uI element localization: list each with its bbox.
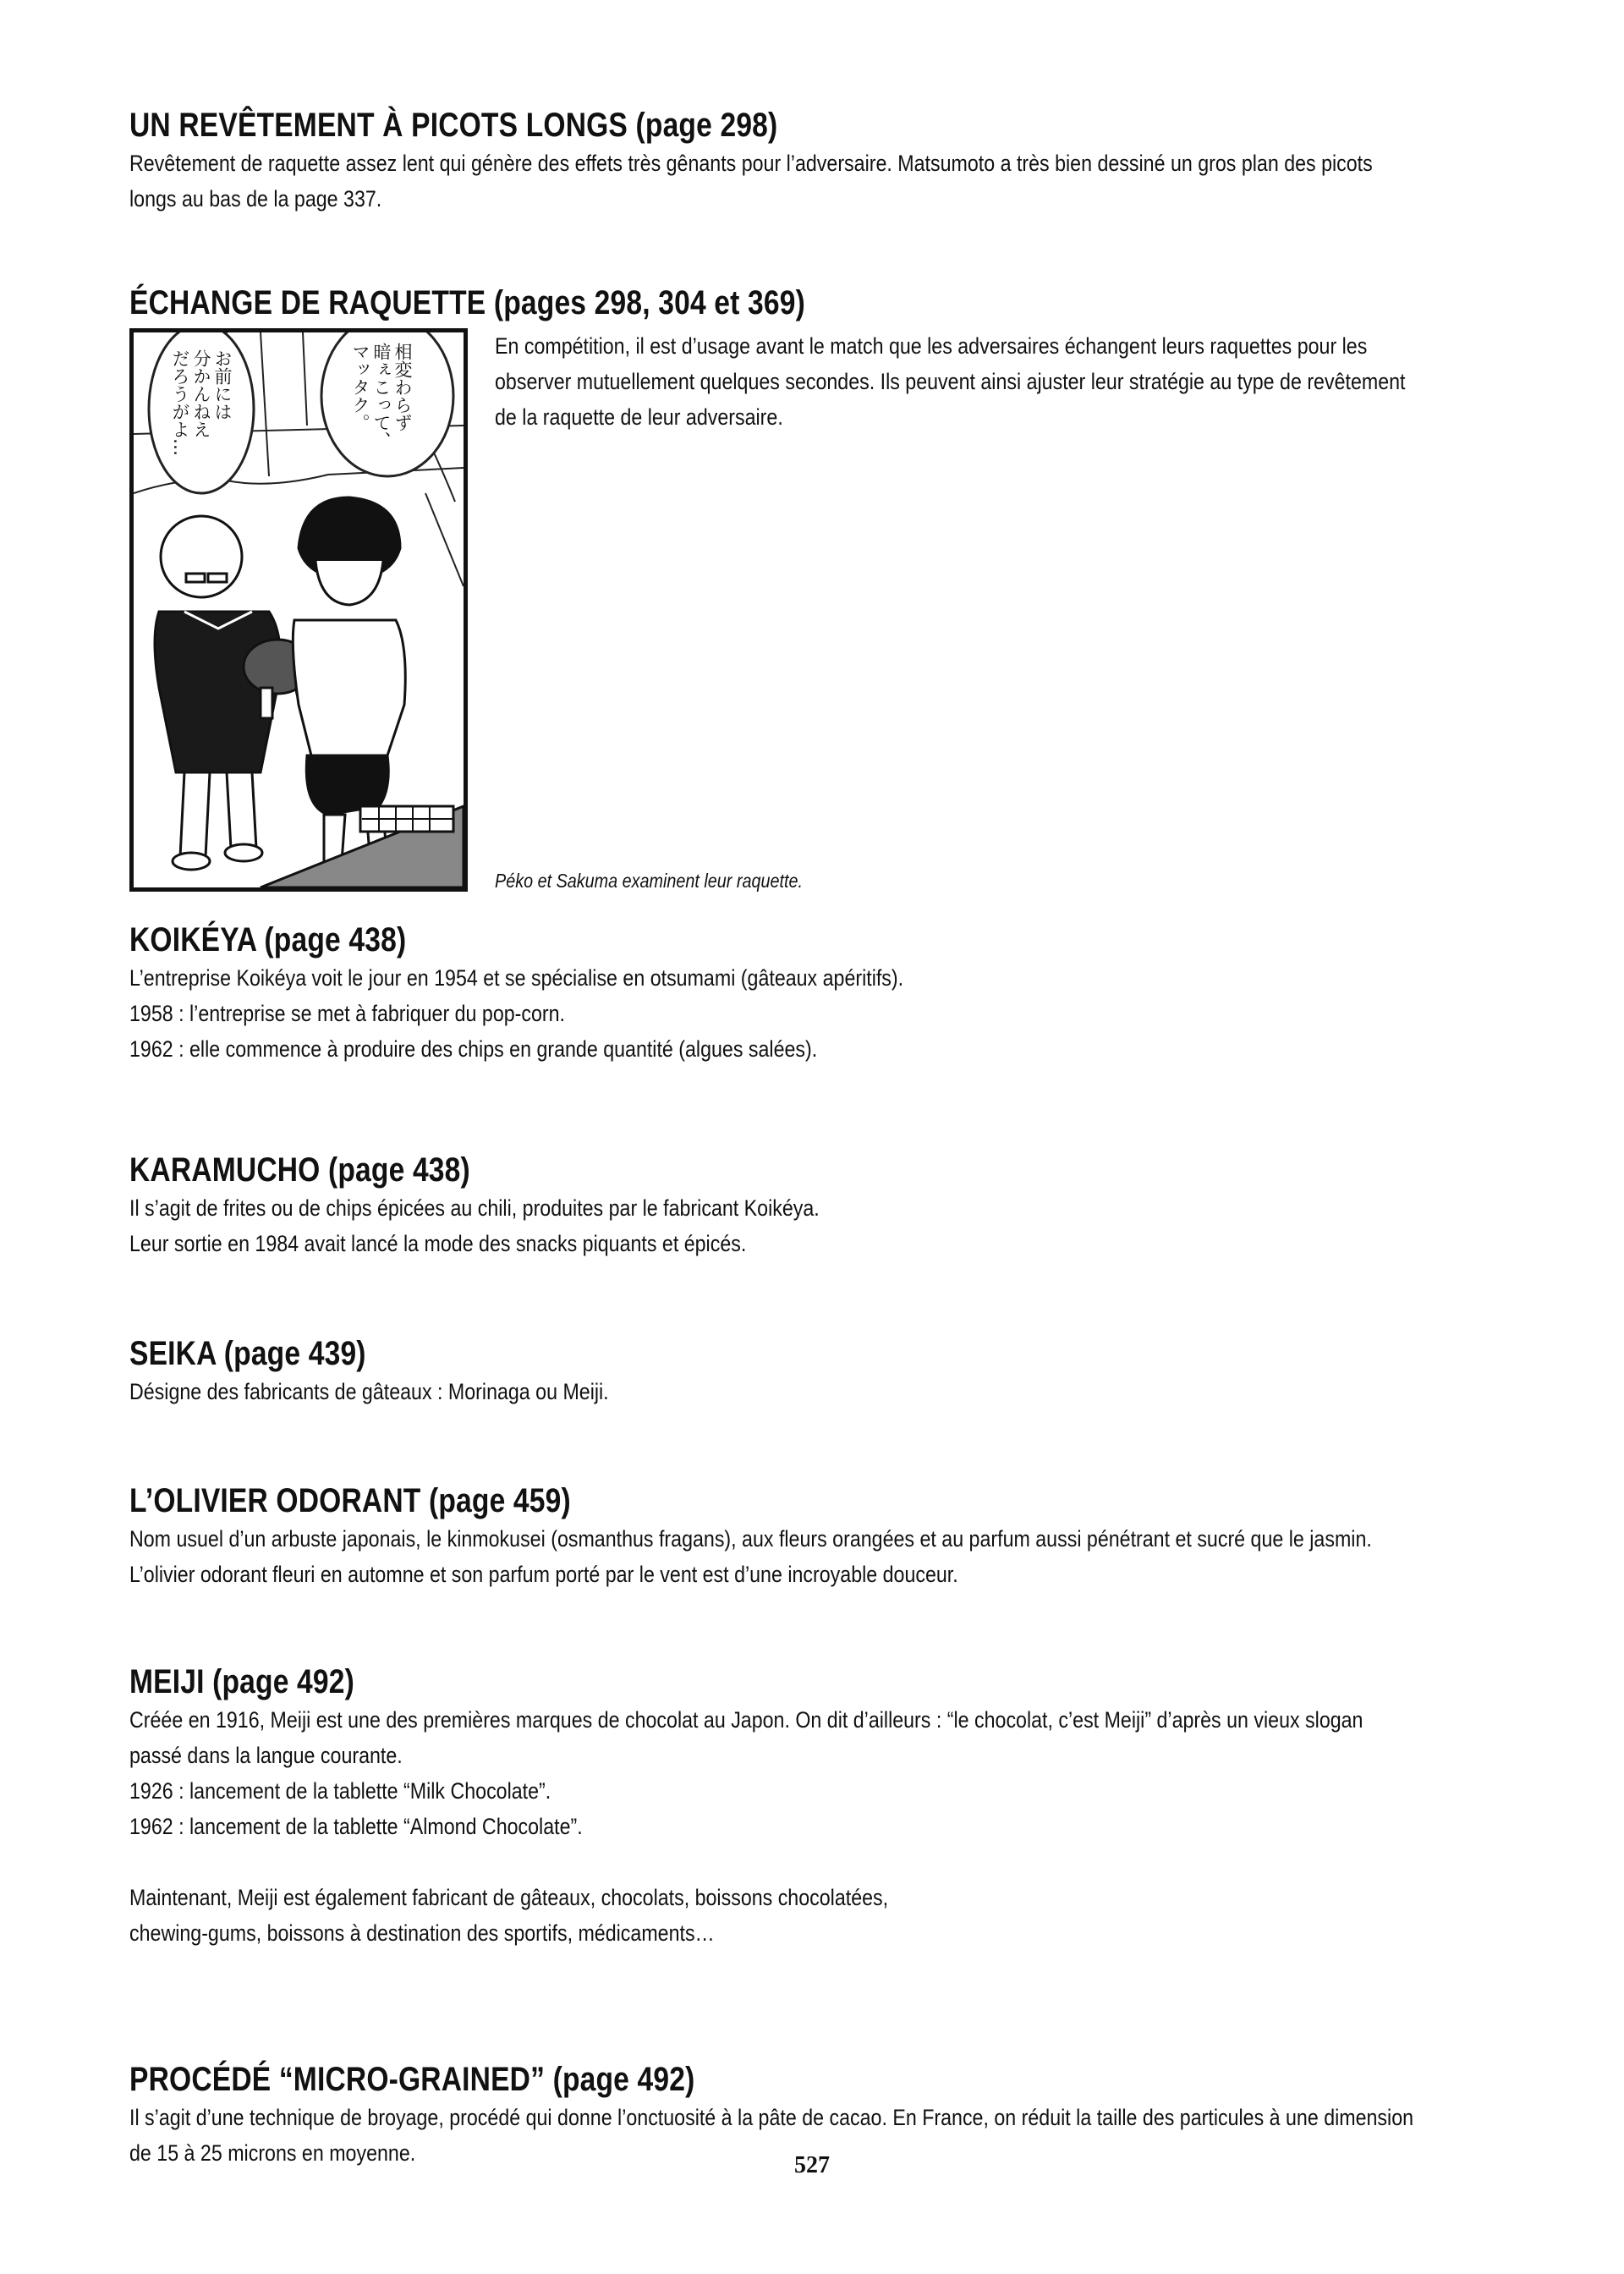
speech-bubble-left	[169, 349, 233, 456]
body-line: de la raquette de leur adversaire.	[495, 404, 783, 430]
body-line: En compétition, il est d’usage avant le match que les adversaires échangent leurs raquettes pour les	[495, 333, 1368, 359]
image-caption: Péko et Sakuma examinent leur raquette.	[495, 870, 803, 892]
section-heading: KARAMUCHO (page 438)	[129, 1151, 470, 1189]
bubble-line: マッタク。	[350, 343, 370, 431]
bubble-line: 相変わらず	[392, 343, 413, 431]
bubble-line: 分かんねえ	[191, 349, 211, 438]
body-line: Il s’agit de frites ou de chips épicées au chili, produites par le fabricant Koikéya.	[129, 1195, 820, 1221]
body-line: Revêtement de raquette assez lent qui génère des effets très gênants pour l’adversaire. Matsumoto a très bien dessiné un gros plan des picots	[129, 151, 1373, 176]
manga-panel-illustration	[129, 328, 468, 892]
section-heading: KOIKÉYA (page 438)	[129, 921, 407, 958]
speech-bubble-right	[349, 343, 413, 449]
section-heading: UN REVÊTEMENT À PICOTS LONGS (page 298)	[129, 107, 778, 144]
body-line: Il s’agit d’une technique de broyage, procédé qui donne l’onctuosité à la pâte de cacao. En France, on réduit la taille des particules à une dimension	[129, 2105, 1414, 2130]
body-line: L’entreprise Koikéya voit le jour en 1954 et se spécialise en otsumami (gâteaux apéritifs).	[129, 965, 904, 991]
body-line: L’olivier odorant fleuri en automne et son parfum porté par le vent est d’une incroyable douceur.	[129, 1562, 958, 1587]
section-body	[129, 1521, 1504, 1592]
section-heading: PROCÉDÉ “MICRO-GRAINED” (page 492)	[129, 2061, 695, 2098]
body-line: Leur sortie en 1984 avait lancé la mode des snacks piquants et épicés.	[129, 1231, 747, 1256]
section-heading: SEIKA (page 439)	[129, 1335, 366, 1372]
section-body	[129, 1190, 1504, 1261]
paragraph-gap	[129, 1844, 1504, 1880]
bubble-line: 暗ぇこって、	[371, 343, 392, 449]
section-heading: ÉCHANGE DE RAQUETTE (pages 298, 304 et 369)	[129, 284, 805, 321]
section-body	[129, 1702, 1504, 1951]
section-body	[129, 146, 1504, 217]
section-koikeya	[129, 920, 1504, 1067]
bubble-line: お前には	[212, 349, 233, 420]
body-line: de 15 à 25 microns en moyenne.	[129, 2140, 416, 2166]
body-line: Désigne des fabricants de gâteaux : Morinaga ou Meiji.	[129, 1379, 609, 1404]
body-line: 1926 : lancement de la tablette “Milk Chocolate”.	[129, 1778, 551, 1804]
body-line: 1958 : l’entreprise se met à fabriquer du pop-corn.	[129, 1001, 566, 1026]
section-seika	[129, 1333, 1504, 1409]
body-line: 1962 : lancement de la tablette “Almond Chocolate”.	[129, 1814, 583, 1839]
section-body	[129, 1374, 1504, 1409]
body-line: chewing-gums, boissons à destination des sportifs, médicaments…	[129, 1920, 715, 1946]
section-heading: MEIJI (page 492)	[129, 1663, 354, 1700]
bubble-line: だろうがよ…	[170, 349, 190, 456]
body-line: Nom usuel d’un arbuste japonais, le kinmokusei (osmanthus fragans), aux fleurs orangées et au parfum aussi pénétrant et sucré que le jasmin.	[129, 1526, 1372, 1552]
body-line: Maintenant, Meiji est également fabricant de gâteaux, chocolats, boissons chocolatées,	[129, 1885, 889, 1910]
section-karamucho	[129, 1150, 1504, 1261]
body-line: 1962 : elle commence à produire des chips en grande quantité (algues salées).	[129, 1036, 818, 1062]
body-line: Créée en 1916, Meiji est une des premières marques de chocolat au Japon. On dit d’ailleurs : “le chocolat, c’est Meiji” d’après un vieux slogan	[129, 1707, 1363, 1733]
body-line: observer mutuellement quelques secondes. Ils peuvent ainsi ajuster leur stratégie au type de revêtement	[495, 369, 1406, 394]
section-echange	[129, 283, 1504, 892]
section-revetement	[129, 105, 1504, 217]
section-body	[495, 328, 1504, 435]
page-number: 527	[794, 2152, 830, 2178]
section-meiji	[129, 1662, 1504, 1951]
section-olivier	[129, 1480, 1504, 1592]
body-line: longs au bas de la page 337.	[129, 186, 382, 211]
body-line: passé dans la langue courante.	[129, 1743, 403, 1768]
section-heading: L’OLIVIER ODORANT (page 459)	[129, 1482, 571, 1519]
section-body	[129, 960, 1504, 1067]
